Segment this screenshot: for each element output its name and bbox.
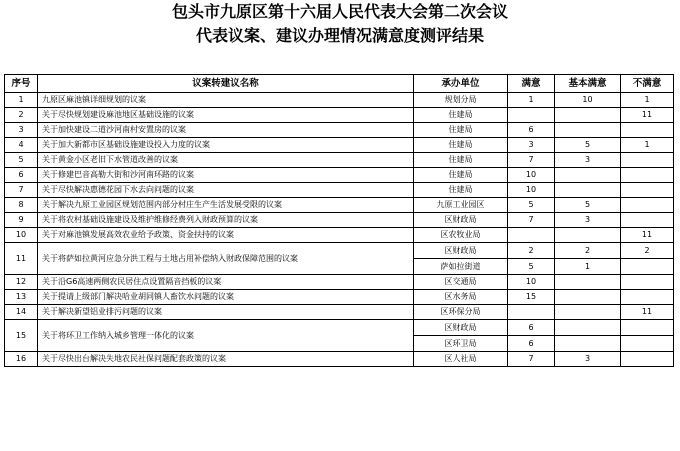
cell-unit: 区水务局 (414, 290, 508, 305)
cell-unit: 住建局 (414, 123, 508, 138)
cell-satisfied: 6 (508, 123, 555, 138)
cell-proposal-name: 关于解决新望铝业排污问题的议案 (38, 305, 414, 320)
cell-basically-satisfied (555, 320, 621, 336)
cell-basically-satisfied (555, 336, 621, 352)
cell-satisfied: 1 (508, 93, 555, 108)
cell-basically-satisfied (555, 290, 621, 305)
cell-unsatisfied: 2 (621, 243, 674, 259)
cell-unsatisfied: 11 (621, 108, 674, 123)
cell-proposal-name: 关于尽快解决惠德花园下水去向问题的议案 (38, 183, 414, 198)
cell-unit: 区财政局 (414, 320, 508, 336)
table-body (5, 93, 674, 367)
cell-no: 12 (5, 275, 38, 290)
cell-no: 4 (5, 138, 38, 153)
table-row (5, 305, 674, 320)
cell-basically-satisfied: 2 (555, 243, 621, 259)
table-row (5, 123, 674, 138)
cell-no: 10 (5, 228, 38, 243)
cell-unit: 规划分局 (414, 93, 508, 108)
cell-satisfied: 6 (508, 320, 555, 336)
cell-unit: 区环卫局 (414, 336, 508, 352)
cell-proposal-name: 关于修建巴音高勒大街和沙河南环路的议案 (38, 168, 414, 183)
cell-unsatisfied (621, 168, 674, 183)
table-header-row (5, 75, 674, 93)
cell-proposal-name: 关于尽快出台解决失地农民社保问题配套政策的议案 (38, 352, 414, 367)
cell-unit: 区交通局 (414, 275, 508, 290)
cell-unit: 区环保分局 (414, 305, 508, 320)
header-unit: 承办单位 (414, 75, 508, 93)
cell-proposal-name: 九原区麻池镇详细规划的议案 (38, 93, 414, 108)
cell-basically-satisfied: 10 (555, 93, 621, 108)
cell-unsatisfied (621, 275, 674, 290)
table-row (5, 168, 674, 183)
cell-proposal-name: 关于对麻池镇发展高效农业给予政策、资金扶持的议案 (38, 228, 414, 243)
results-table (4, 74, 674, 367)
cell-unit: 住建局 (414, 138, 508, 153)
cell-basically-satisfied: 5 (555, 198, 621, 213)
cell-satisfied: 10 (508, 183, 555, 198)
cell-basically-satisfied (555, 183, 621, 198)
cell-unsatisfied (621, 336, 674, 352)
cell-satisfied: 5 (508, 259, 555, 275)
header-satisfied: 满意 (508, 75, 555, 93)
cell-unsatisfied (621, 290, 674, 305)
table-row (5, 183, 674, 198)
header-basically-satisfied: 基本满意 (555, 75, 621, 93)
cell-unsatisfied (621, 123, 674, 138)
cell-proposal-name: 关于沿G6高速两侧农民居住点设置隔音挡板的议案 (38, 275, 414, 290)
cell-proposal-name: 关于将环卫工作纳入城乡管理一体化的议案 (38, 320, 414, 352)
table-row (5, 275, 674, 290)
cell-basically-satisfied: 3 (555, 352, 621, 367)
cell-proposal-name: 关于将萨如拉黄河应急分洪工程与土地占用补偿纳入财政保障范围的议案 (38, 243, 414, 275)
cell-satisfied: 7 (508, 153, 555, 168)
cell-satisfied: 7 (508, 213, 555, 228)
cell-satisfied: 7 (508, 352, 555, 367)
cell-basically-satisfied: 3 (555, 213, 621, 228)
cell-unit: 住建局 (414, 153, 508, 168)
cell-no: 16 (5, 352, 38, 367)
cell-proposal-name: 关于尽快规划建设麻池地区基础设施的议案 (38, 108, 414, 123)
header-proposal-name: 议案转建议名称 (38, 75, 414, 93)
cell-proposal-name: 关于将农村基础设施建设及维护维修经费列入财政预算的议案 (38, 213, 414, 228)
table-row (5, 108, 674, 123)
cell-proposal-name: 关于提请上级部门解决哈业胡同镇人畜饮水问题的议案 (38, 290, 414, 305)
cell-no: 3 (5, 123, 38, 138)
cell-proposal-name: 关于解决九原工业园区规划范围内部分村庄生产生活发展受限的议案 (38, 198, 414, 213)
cell-satisfied: 10 (508, 168, 555, 183)
cell-no: 9 (5, 213, 38, 228)
cell-basically-satisfied (555, 228, 621, 243)
cell-no: 8 (5, 198, 38, 213)
table-row (5, 320, 674, 336)
cell-unit: 区农牧业局 (414, 228, 508, 243)
page-subtitle: 代表议案、建议办理情况满意度测评结果 (195, 26, 484, 45)
cell-unit: 区人社局 (414, 352, 508, 367)
cell-basically-satisfied (555, 275, 621, 290)
cell-unsatisfied: 11 (621, 228, 674, 243)
cell-satisfied: 10 (508, 275, 555, 290)
cell-basically-satisfied (555, 305, 621, 320)
cell-basically-satisfied: 3 (555, 153, 621, 168)
table-row (5, 93, 674, 108)
cell-satisfied: 5 (508, 198, 555, 213)
cell-no: 13 (5, 290, 38, 305)
cell-unsatisfied (621, 198, 674, 213)
cell-no: 15 (5, 320, 38, 352)
table-row (5, 198, 674, 213)
cell-no: 1 (5, 93, 38, 108)
table-row (5, 352, 674, 367)
cell-basically-satisfied: 1 (555, 259, 621, 275)
table-row (5, 243, 674, 259)
cell-proposal-name: 关于加大新都市区基础设施建设投入力度的议案 (38, 138, 414, 153)
cell-unit: 住建局 (414, 168, 508, 183)
cell-no: 14 (5, 305, 38, 320)
cell-proposal-name: 关于加快建设二道沙河南村安置房的议案 (38, 123, 414, 138)
cell-satisfied: 15 (508, 290, 555, 305)
cell-satisfied: 2 (508, 243, 555, 259)
cell-basically-satisfied: 5 (555, 138, 621, 153)
table-row (5, 228, 674, 243)
header-unsatisfied: 不满意 (621, 75, 674, 93)
cell-unit: 住建局 (414, 108, 508, 123)
cell-basically-satisfied (555, 168, 621, 183)
cell-unit: 九原工业园区 (414, 198, 508, 213)
cell-unsatisfied (621, 352, 674, 367)
cell-unsatisfied: 1 (621, 138, 674, 153)
cell-unsatisfied: 11 (621, 305, 674, 320)
cell-unit: 住建局 (414, 183, 508, 198)
cell-unsatisfied: 1 (621, 93, 674, 108)
cell-satisfied (508, 305, 555, 320)
table-row (5, 213, 674, 228)
table-row (5, 153, 674, 168)
table-row (5, 290, 674, 305)
cell-unsatisfied (621, 153, 674, 168)
cell-no: 6 (5, 168, 38, 183)
cell-unsatisfied (621, 320, 674, 336)
cell-unsatisfied (621, 213, 674, 228)
cell-basically-satisfied (555, 123, 621, 138)
cell-unsatisfied (621, 259, 674, 275)
cell-satisfied (508, 108, 555, 123)
cell-proposal-name: 关于黄金小区老旧下水管道改善的议案 (38, 153, 414, 168)
cell-no: 5 (5, 153, 38, 168)
cell-unit: 区财政局 (414, 243, 508, 259)
cell-no: 7 (5, 183, 38, 198)
cell-unsatisfied (621, 183, 674, 198)
cell-unit: 萨如拉街道 (414, 259, 508, 275)
cell-unit: 区财政局 (414, 213, 508, 228)
cell-satisfied: 6 (508, 336, 555, 352)
page-title: 包头市九原区第十六届人民代表大会第二次会议 (171, 2, 508, 21)
header-no: 序号 (5, 75, 38, 93)
cell-no: 11 (5, 243, 38, 275)
table-row (5, 138, 674, 153)
cell-satisfied: 3 (508, 138, 555, 153)
cell-basically-satisfied (555, 108, 621, 123)
cell-satisfied (508, 228, 555, 243)
cell-no: 2 (5, 108, 38, 123)
